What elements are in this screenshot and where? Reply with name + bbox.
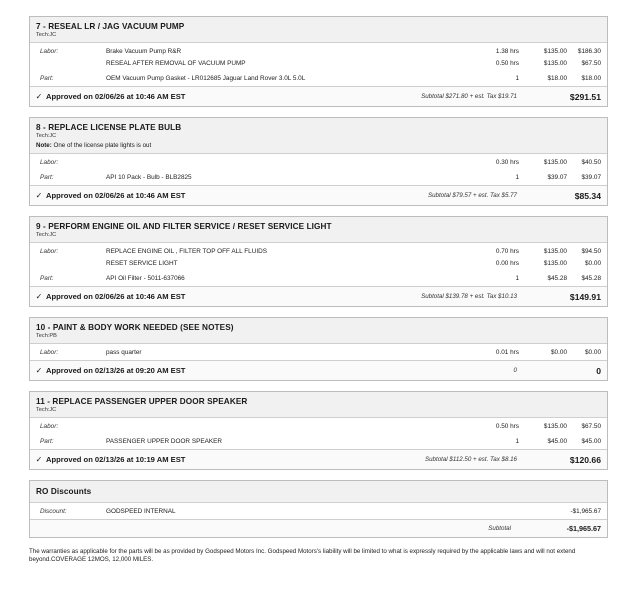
subtotal-text: 0 <box>513 367 517 374</box>
line-desc: RESEAL AFTER REMOVAL OF VACUUM PUMP <box>106 59 246 67</box>
warranty-footer: The warranties as applicable for the parts will be as provided by Godspeed Motors Inc. Godspeed Motors's liability will be limited to what is expressly required by the applicable laws and will not extend beyond.COVERAGE 12MOS, 12,000 MILES. <box>29 548 576 563</box>
line-desc: API Oil Filter - 5011-637066 <box>106 274 185 282</box>
job-lines <box>30 344 607 360</box>
line-amount: $45.28 <box>581 274 601 282</box>
job-title: 10 - PAINT & BODY WORK NEEDED (SEE NOTES) <box>36 323 234 332</box>
approval-bar <box>30 86 607 106</box>
discount-row <box>30 505 607 517</box>
job-lines <box>30 154 607 185</box>
job-note <box>36 141 601 150</box>
job-tech: Tech:JC <box>36 133 57 139</box>
check-icon: ✓ <box>35 191 43 200</box>
line-kind: Labor: <box>40 247 59 255</box>
line-amount: $18.00 <box>581 74 601 82</box>
job-tech: Tech:JC <box>36 407 57 413</box>
approval-bar <box>30 449 607 469</box>
job-total: $149.91 <box>569 291 601 302</box>
note-text: One of the license plate lights is out <box>51 142 152 149</box>
line-qty: 0.30 hrs <box>495 158 519 166</box>
job-card-7 <box>29 16 608 107</box>
check-icon: ✓ <box>35 292 43 301</box>
discounts-title: RO Discounts <box>36 487 92 496</box>
line-amount: $45.00 <box>581 437 601 445</box>
line-item <box>30 420 607 432</box>
job-tech: Tech:JC <box>36 232 57 238</box>
discounts-card <box>29 480 608 538</box>
line-rate: $135.00 <box>543 59 567 67</box>
check-icon: ✓ <box>35 92 43 101</box>
line-qty: 1 <box>515 274 519 282</box>
discount-amount: -$1,965.67 <box>570 507 601 515</box>
job-card-11 <box>29 391 608 470</box>
check-icon: ✓ <box>35 455 43 464</box>
line-rate: $135.00 <box>543 259 567 267</box>
discount-subtotal-label: Subtotal <box>488 525 511 532</box>
job-lines <box>30 243 607 286</box>
line-item <box>30 72 607 84</box>
line-item <box>30 272 607 284</box>
approval-bar <box>30 360 607 380</box>
line-amount: $67.50 <box>581 422 601 430</box>
job-card-10 <box>29 317 608 381</box>
job-card-8 <box>29 117 608 206</box>
line-item <box>30 346 607 358</box>
line-desc: REPLACE ENGINE OIL , FILTER TOP OFF ALL FLUIDS <box>106 247 267 255</box>
line-rate: $135.00 <box>543 247 567 255</box>
line-rate: $135.00 <box>543 158 567 166</box>
job-lines <box>30 418 607 449</box>
line-rate: $18.00 <box>547 74 567 82</box>
job-title: 8 - REPLACE LICENSE PLATE BULB <box>36 123 182 132</box>
job-header <box>30 217 607 243</box>
line-rate: $45.28 <box>547 274 567 282</box>
job-total: $85.34 <box>574 190 601 201</box>
line-kind: Labor: <box>40 47 59 55</box>
line-amount: $186.30 <box>577 47 601 55</box>
job-header <box>30 118 607 154</box>
approval-bar <box>30 185 607 205</box>
line-item <box>30 171 607 183</box>
line-desc: Brake Vacuum Pump R&R <box>106 47 182 55</box>
job-total: $120.66 <box>569 454 601 465</box>
line-amount: $39.07 <box>581 173 601 181</box>
approval-bar <box>30 286 607 306</box>
job-tech: Tech:PB <box>36 333 57 339</box>
line-desc: API 10 Pack - Bulb - BLB2825 <box>106 173 192 181</box>
job-header <box>30 318 607 344</box>
line-kind: Part: <box>40 437 54 445</box>
line-amount: $0.00 <box>585 348 601 356</box>
line-kind: Labor: <box>40 158 59 166</box>
discount-desc: GODSPEED INTERNAL <box>106 507 176 515</box>
line-amount: $67.50 <box>581 59 601 67</box>
line-kind: Labor: <box>40 422 59 430</box>
approval-text: Approved on 02/06/26 at 10:46 AM EST <box>46 292 186 301</box>
discounts-header <box>30 481 607 503</box>
line-amount: $40.50 <box>581 158 601 166</box>
job-tech: Tech:JC <box>36 32 57 38</box>
line-qty: 0.50 hrs <box>495 422 519 430</box>
line-rate: $135.00 <box>543 47 567 55</box>
line-item <box>30 245 607 257</box>
line-kind: Labor: <box>40 348 59 356</box>
line-item <box>30 435 607 447</box>
job-total: $291.51 <box>569 91 601 102</box>
line-rate: $45.00 <box>547 437 567 445</box>
line-item <box>30 45 607 57</box>
line-rate: $0.00 <box>551 348 567 356</box>
discount-subtotal-bar <box>30 519 607 537</box>
job-total: 0 <box>596 365 601 376</box>
line-item <box>30 257 607 269</box>
line-rate: $135.00 <box>543 422 567 430</box>
repair-order-page <box>29 16 608 564</box>
discount-lines <box>30 503 607 519</box>
approval-text: Approved on 02/06/26 at 10:46 AM EST <box>46 191 186 200</box>
line-amount: $94.50 <box>581 247 601 255</box>
job-lines <box>30 43 607 86</box>
job-title: 9 - PERFORM ENGINE OIL AND FILTER SERVICE / RESET SERVICE LIGHT <box>36 222 332 231</box>
job-card-9 <box>29 216 608 307</box>
line-qty: 1.38 hrs <box>495 47 519 55</box>
line-desc: OEM Vacuum Pump Gasket - LR012685 Jaguar Land Rover 3.0L 5.0L <box>106 74 306 82</box>
line-qty: 0.01 hrs <box>495 348 519 356</box>
line-item <box>30 156 607 168</box>
subtotal-text: Subtotal $112.50 + est. Tax $8.16 <box>424 456 517 463</box>
job-title: 11 - REPLACE PASSENGER UPPER DOOR SPEAKER <box>36 397 248 406</box>
line-kind: Part: <box>40 173 54 181</box>
job-header <box>30 392 607 418</box>
line-qty: 1 <box>515 437 519 445</box>
line-qty: 0.00 hrs <box>495 259 519 267</box>
line-kind: Part: <box>40 74 54 82</box>
line-qty: 1 <box>515 74 519 82</box>
line-desc: PASSENGER UPPER DOOR SPEAKER <box>106 437 223 445</box>
approval-text: Approved on 02/06/26 at 10:46 AM EST <box>46 92 186 101</box>
line-qty: 1 <box>515 173 519 181</box>
approval-text: Approved on 02/13/26 at 09:20 AM EST <box>46 366 186 375</box>
discount-subtotal-value: -$1,965.67 <box>566 524 601 533</box>
line-kind: Part: <box>40 274 54 282</box>
line-desc: pass quarter <box>106 348 142 356</box>
subtotal-text: Subtotal $79.57 + est. Tax $5.77 <box>427 192 517 199</box>
check-icon: ✓ <box>35 366 43 375</box>
job-title: 7 - RESEAL LR / JAG VACUUM PUMP <box>36 22 185 31</box>
line-qty: 0.70 hrs <box>495 247 519 255</box>
line-qty: 0.50 hrs <box>495 59 519 67</box>
line-amount: $0.00 <box>585 259 601 267</box>
subtotal-text: Subtotal $271.80 + est. Tax $19.71 <box>421 93 517 100</box>
discount-kind: Discount: <box>40 507 67 515</box>
approval-text: Approved on 02/13/26 at 10:19 AM EST <box>46 455 186 464</box>
line-desc: RESET SERVICE LIGHT <box>106 259 178 267</box>
note-label: Note: <box>36 142 52 149</box>
subtotal-text: Subtotal $139.78 + est. Tax $10.13 <box>421 293 517 300</box>
line-rate: $39.07 <box>547 173 567 181</box>
job-header <box>30 17 607 43</box>
line-item <box>30 57 607 69</box>
